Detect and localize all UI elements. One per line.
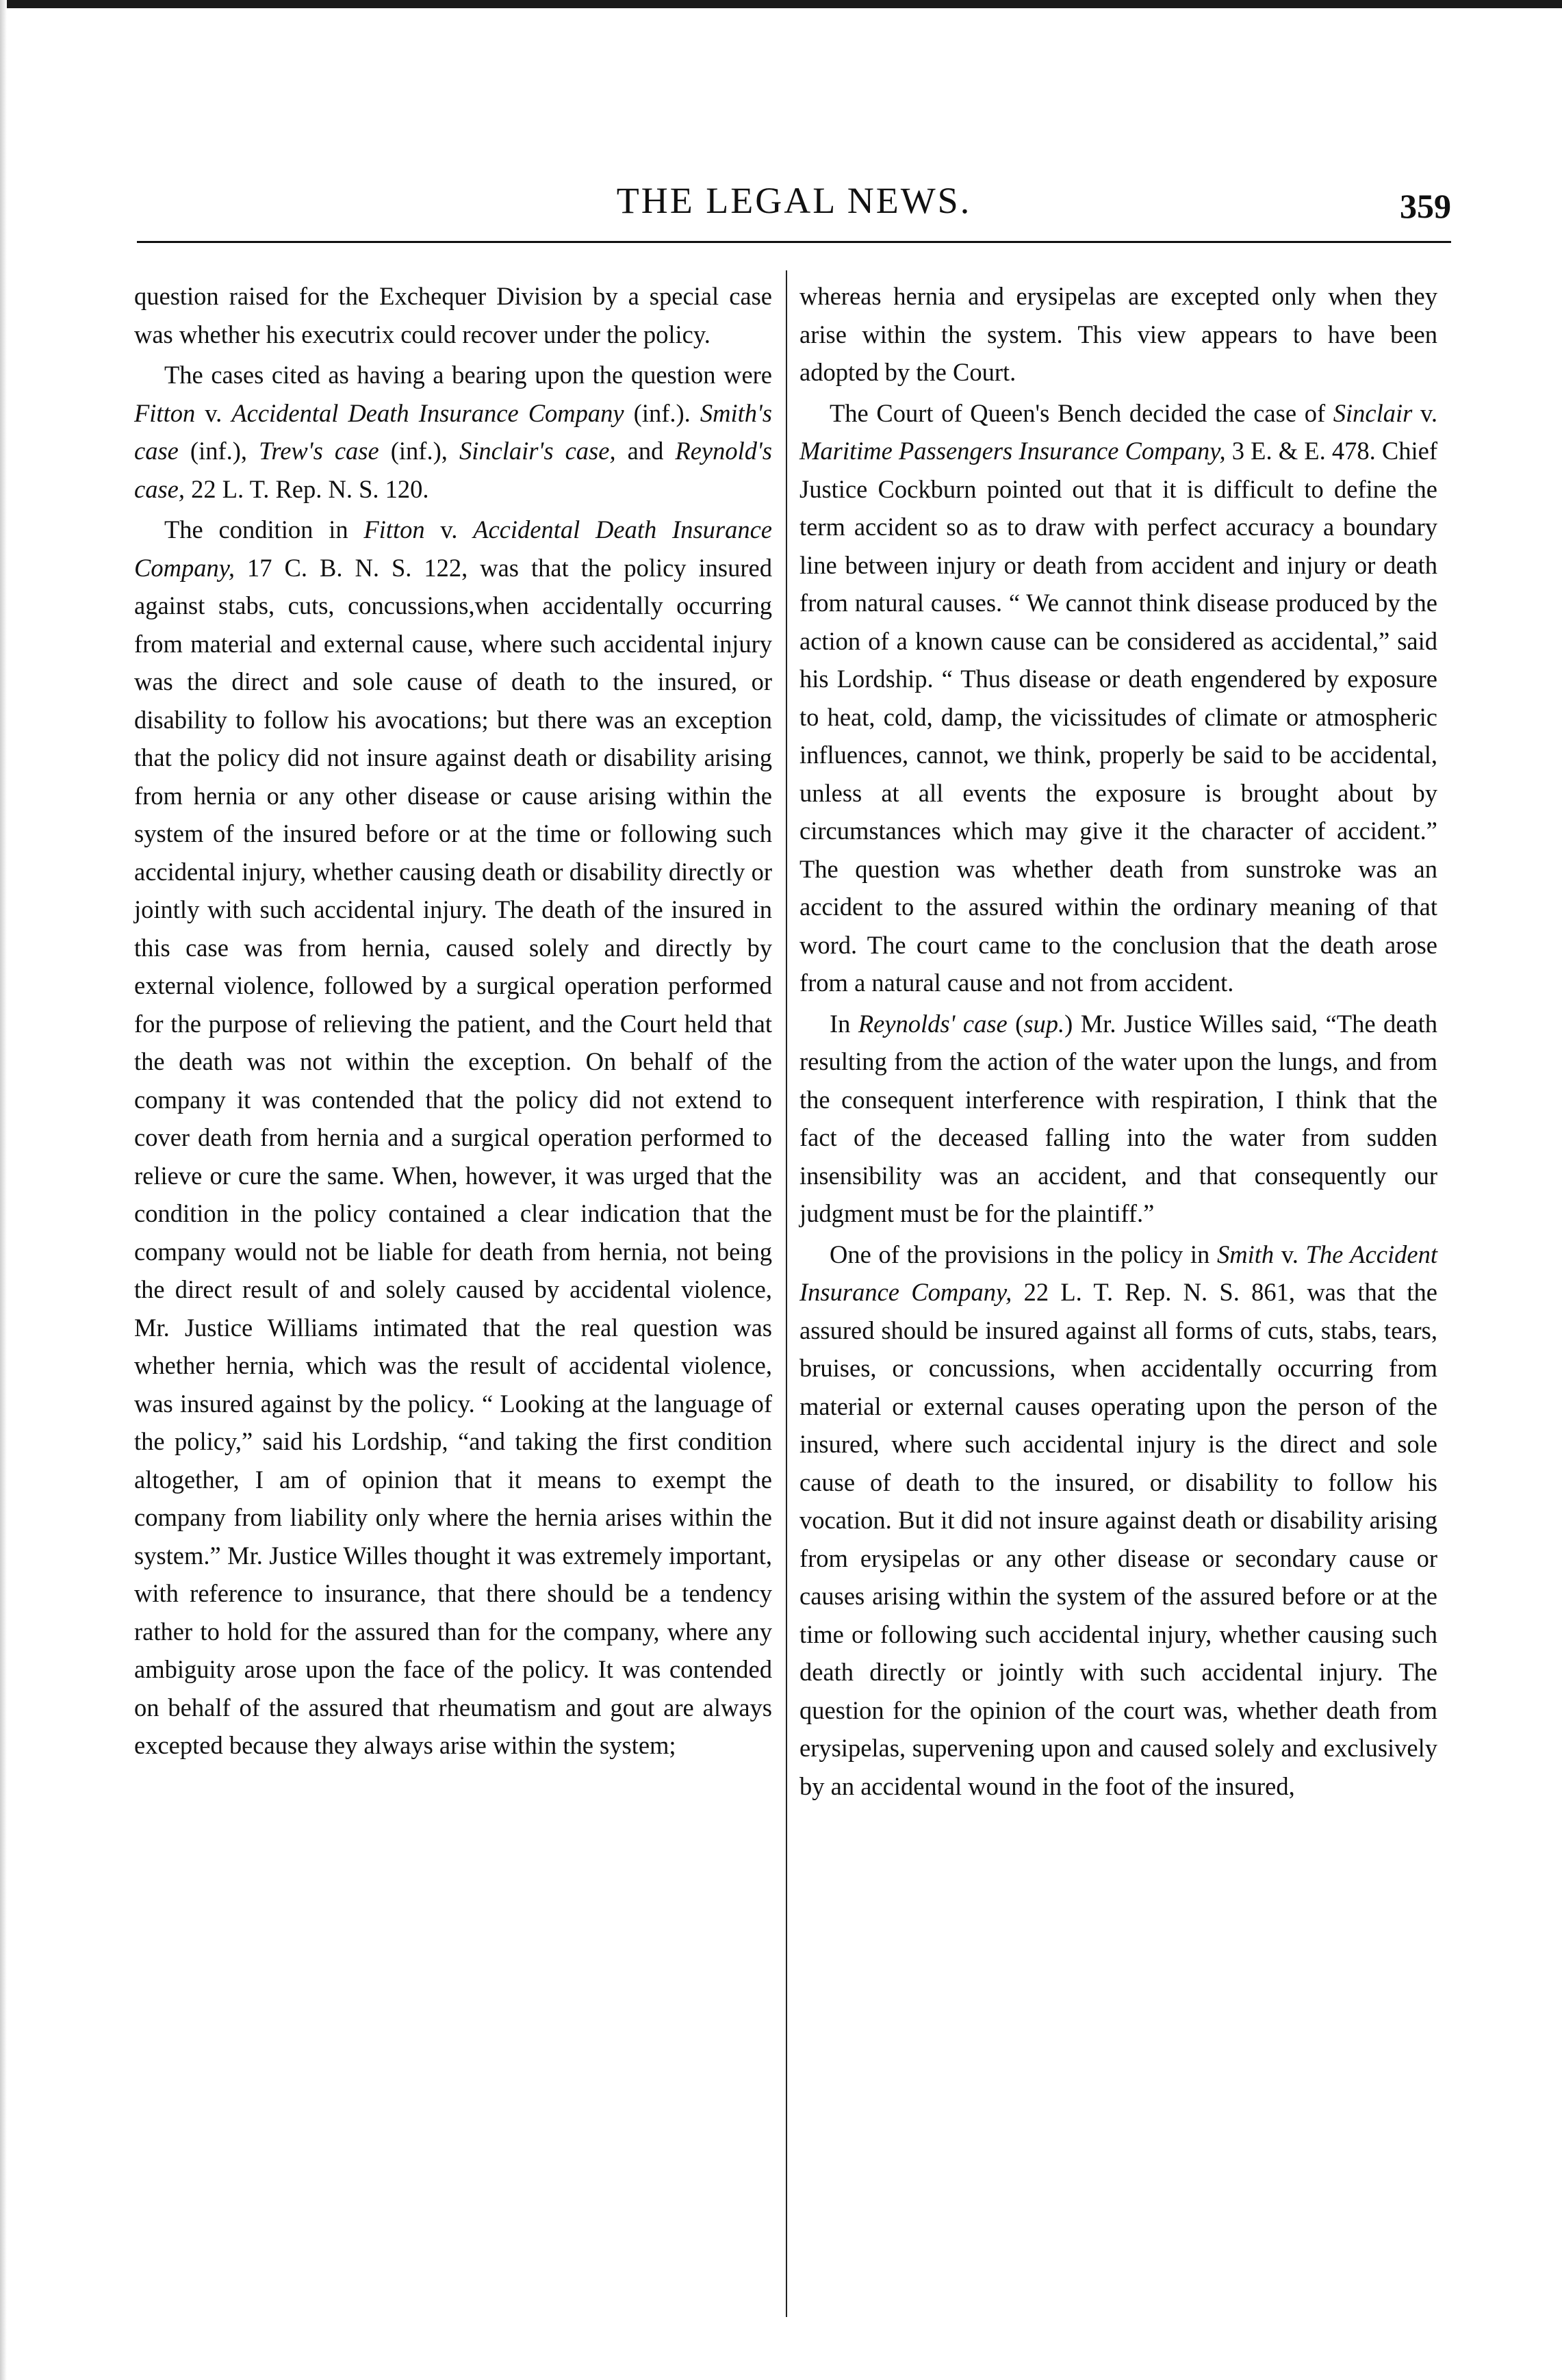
scan-border-top bbox=[0, 0, 1562, 8]
page-header bbox=[137, 171, 1451, 233]
paragraph bbox=[134, 511, 772, 1765]
case-name: Accidental Death Insurance Company bbox=[231, 398, 624, 427]
paragraph-text: ( bbox=[1007, 1009, 1024, 1038]
case-name: Reynold's case, bbox=[134, 437, 773, 503]
paragraph-text: v. bbox=[424, 515, 474, 543]
right-column bbox=[799, 277, 1437, 1805]
page-title: THE LEGAL NEWS. bbox=[616, 180, 972, 221]
case-name: Sinclair's case, bbox=[459, 437, 616, 465]
paragraph-text: The cases cited as having a bearing upon the question were bbox=[164, 361, 772, 389]
paragraph-text: (inf.), bbox=[178, 437, 259, 465]
paragraph-text: and bbox=[615, 437, 676, 465]
paragraph-text: 17 C. B. N. S. 122, was that the policy insured against stabs, cuts, concussions,when accidentally occurring from material and external cause, where such accidental injury was the direct and sole cause of death to the insured, or disability to follow his avocations; but there was an exception that the policy did not insure against death or disability arising from hernia or any other disease or cause arising within the system of the insured before or at the time or following such accidental injury, whether causing death or disability directly or jointly with such accidental injury. The death of the insured in this case was from hernia, caused solely and directly by external violence, followed by a surgical operation performed for the purpose of relieving the patient, and the Court held that the death was not within the exception. On behalf of the company it was contended that the policy did not extend to cover death from hernia and a surgical operation performed to relieve or cure the same. When, however, it was urged that the condition in the policy contained a clear indication that the company would not be liable for death from hernia, not being the direct result of and solely caused by accidental violence, Mr. Justice Williams intimated that the real question was whether hernia, which was the result of accidental violence, was insured against by the policy. “ Looking at the language of the policy,” said his Lordship, “and taking the first condition altogether, I am of opinion that it means to exempt the company from liability only where the hernia arises within the system.” Mr. Justice Willes thought it was extremely important, with reference to insurance, that there should be a tendency rather to hold for the assured than for the company, where any ambiguity arose upon the face of the policy. It was contended on behalf of the assured that rheumatism and gout are always excepted because they always arise within the system; bbox=[134, 553, 772, 1759]
paragraph-text: The condition in bbox=[164, 515, 364, 543]
scan-border-left bbox=[0, 0, 7, 2380]
header-rule bbox=[137, 241, 1451, 243]
paragraph-text: One of the provisions in the policy in bbox=[830, 1240, 1217, 1268]
case-name: Reynolds' case bbox=[858, 1009, 1008, 1038]
paragraph bbox=[799, 394, 1437, 1002]
case-name: The Accident Insurance Company, bbox=[799, 1240, 1437, 1306]
case-name: Smith's case bbox=[134, 398, 772, 465]
page-number: 359 bbox=[1400, 187, 1451, 225]
paragraph bbox=[799, 1236, 1437, 1806]
paragraph-text: The Court of Queen's Bench decided the case of bbox=[830, 398, 1333, 427]
case-name: Fitton bbox=[134, 398, 196, 427]
paragraph-text: ) Mr. Justice Willes said, “The death resulting from the action of the water upon the lungs, and from the consequent interference with respiration, I think that the fact of the deceased falling into the water from sudden insensibility was an accident, and that consequently our judgment must be for the plaintiff.” bbox=[799, 1009, 1438, 1227]
paragraph-text: v. bbox=[195, 398, 232, 427]
citation-abbrev: sup. bbox=[1023, 1009, 1065, 1038]
case-name: Trew's case bbox=[259, 437, 379, 465]
column-divider bbox=[786, 270, 787, 2317]
paragraph bbox=[134, 356, 772, 508]
case-name: Smith bbox=[1216, 1240, 1275, 1268]
paragraph-text: (inf.). bbox=[624, 398, 700, 427]
paragraph-text: 3 E. & E. 478. Chief Justice Cockburn pointed out that it is difficult to define the term accident so as to draw with perfect accuracy a boundary line between injury or death from accident and injury or death from natural causes. “ We cannot think disease produced by the action of a known cause can be considered as accidental,” said his Lordship. “ Thus disease or death engendered by exposure to heat, cold, damp, the vicissitudes of climate or atmospheric influences, cannot, we think, properly be said to be accidental, unless at all events the exposure is brought about by circumstances which may give it the character of accident.” The question was whether death from sunstroke was an accident to the assured within the ordinary meaning of that word. The court came to the conclusion that the death arose from a natural cause and not from accident. bbox=[799, 437, 1437, 997]
left-column bbox=[134, 277, 772, 1765]
case-name: Accidental Death Insurance Company, bbox=[134, 515, 772, 582]
case-name: Sinclair bbox=[1333, 398, 1413, 427]
paragraph bbox=[799, 277, 1437, 392]
paragraph-text: v. bbox=[1412, 398, 1438, 427]
case-name: Fitton bbox=[363, 515, 425, 543]
paragraph bbox=[134, 277, 772, 353]
paragraph-text: whereas hernia and erysipelas are excepted only when they arise within the system. This view appears to have been adopted by the Court. bbox=[799, 282, 1437, 386]
paragraph-text: v. bbox=[1274, 1240, 1306, 1268]
paragraph-text: In bbox=[830, 1009, 858, 1038]
paragraph-text: question raised for the Exchequer Division by a special case was whether his executrix could recover under the policy. bbox=[134, 282, 772, 348]
paragraph-text: 22 L. T. Rep. N. S. 120. bbox=[184, 474, 429, 503]
paragraph bbox=[799, 1005, 1437, 1233]
case-name: Maritime Passengers Insurance Company, bbox=[799, 437, 1226, 465]
paragraph-text: 22 L. T. Rep. N. S. 861, was that the assured should be insured against all forms of cuts, stabs, tears, bruises, or concussions, when accidentally occurring from material or external causes operating upon the person of the insured, where such accidental injury is the direct and sole cause of death to the insured, or disability to follow his vocation. But it did not insure against death or disability arising from erysipelas or any other disease or secondary cause or causes arising within the system of the assured before or at the time or following such accidental injury, whether causing such death directly or jointly with such accidental injury. The question for the opinion of the court was, whether death from erysipelas, supervening upon and caused solely and exclusively by an accidental wound in the foot of the insured, bbox=[799, 1278, 1438, 1800]
paragraph-text: (inf.), bbox=[379, 437, 459, 465]
